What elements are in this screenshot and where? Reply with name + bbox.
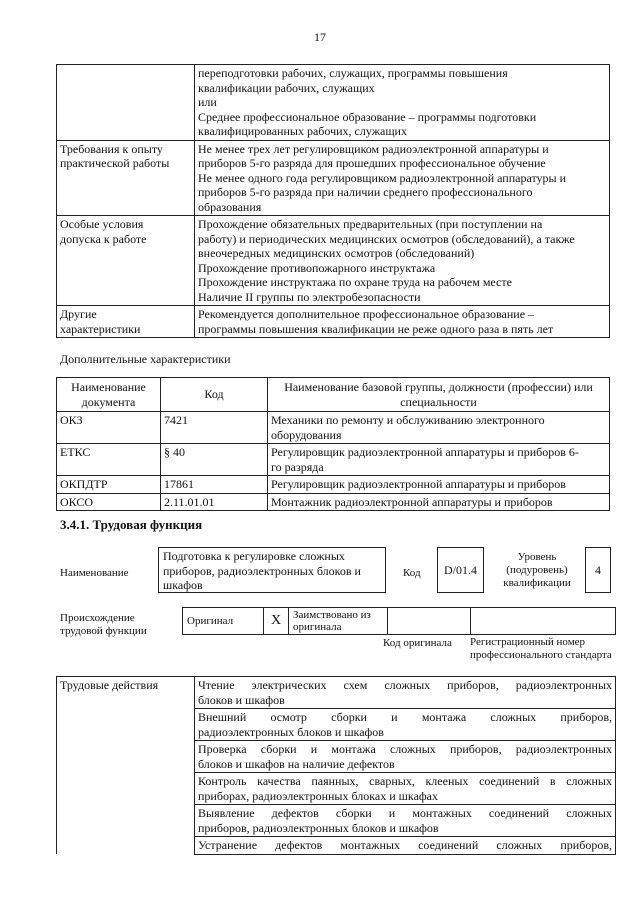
qualification-level-value: 4 [595, 562, 601, 577]
codes-header-name [268, 378, 610, 412]
codes-row [57, 444, 610, 476]
codes-header-row [57, 378, 610, 412]
requirement-value-line: программы повышения квалификации не реже одного раза в пять лет [198, 321, 554, 336]
requirement-label-line: Другие [60, 307, 97, 321]
codes-row [57, 412, 610, 444]
labor-action-line: блоков и шкафов [198, 692, 285, 707]
requirement-value-line: Прохождение инструктажа по охране труда на рабочем месте [198, 275, 512, 289]
requirement-value-line: работу) и периодических медицинских осмотров (обследований), а также [198, 231, 575, 246]
codes-code-cell: 17861 [161, 476, 268, 494]
codes-code-cell: 2.11.01.01 [161, 493, 268, 511]
codes-row [57, 493, 610, 511]
requirement-value [195, 216, 610, 306]
labor-action-line: радиоэлектронных блоков и шкафов [198, 724, 384, 739]
registration-number-label [470, 636, 620, 662]
requirement-value [195, 65, 610, 141]
codes-code-cell: 7421 [161, 412, 268, 444]
codes-document-cell: ОКЗ [57, 412, 161, 444]
qualification-level-label-line: Уровень [517, 551, 557, 563]
labor-action-line: приборах, радиоэлектронных блоках и шкафах [198, 788, 438, 803]
labor-action-line: Внешний осмотр сборки и монтажа сложных приборов, [198, 710, 612, 724]
requirement-value-line: квалифицированных рабочих, служащих [198, 124, 407, 138]
labor-actions-label: Трудовые действия [57, 677, 195, 855]
labor-action-line: Устранение дефектов монтажных соединений сложных приборов, [198, 838, 612, 852]
requirement-value-line: Среднее профессиональное образование – программы подготовки [198, 109, 537, 124]
requirement-label [57, 65, 195, 141]
registration-number-cell [471, 608, 616, 635]
requirement-label-line: практической работы [60, 156, 170, 170]
labor-action-item [195, 805, 616, 837]
origin-label-line: Происхождение [60, 612, 135, 624]
codes-name-cell [268, 476, 610, 494]
borrowed-label [289, 608, 388, 635]
codes-name-cell [268, 493, 610, 511]
labor-action-item [195, 677, 616, 709]
codes-name-line: Регулировщик радиоэлектронной аппаратуры и приборов 6- [271, 445, 579, 459]
requirement-value-line: Рекомендуется дополнительное профессиональное образование – [198, 307, 535, 321]
requirement-label [57, 216, 195, 306]
codes-name-cell [268, 444, 610, 476]
origin-label-line: трудовой функции [60, 625, 147, 637]
function-name-line: приборов, радиоэлектронных блоков и [163, 563, 361, 578]
function-name-box [158, 547, 386, 593]
labor-action-line: Выявление дефектов сборки и монтажных соединений сложных [198, 806, 612, 820]
labor-action-line: Чтение электрических схем сложных приборов, радиоэлектронных [198, 678, 612, 692]
labor-action-line: приборов, радиоэлектронных блоков и шкафов [198, 820, 439, 835]
requirement-value-line: внеочередных медицинских осмотров (обследований) [198, 246, 475, 260]
labor-action-row [57, 677, 616, 709]
requirements-row [57, 216, 610, 306]
qualification-level-label-line: (подуровень) [506, 564, 568, 576]
labor-action-item [195, 837, 616, 855]
requirement-label-line: допуска к работе [60, 231, 147, 246]
function-code-value: D/01.4 [444, 562, 477, 577]
qualification-level-label-line: квалификации [503, 577, 571, 589]
codes-code-cell: § 40 [161, 444, 268, 476]
labor-action-line: Контроль качества паянных, сварных, клееных соединений в сложных [198, 774, 612, 788]
codes-name-line: го разряда [271, 459, 324, 474]
requirement-value [195, 140, 610, 216]
function-name-label: Наименование [60, 567, 129, 579]
requirement-label-line: Требования к опыту [60, 141, 163, 156]
requirement-value-line: или [198, 95, 217, 109]
borrowed-label-line: Заимствовано из [293, 609, 371, 621]
labor-action-item [195, 709, 616, 741]
original-code-cell [388, 608, 471, 635]
borrowed-label-line: оригинала [293, 621, 342, 633]
requirement-value-line: квалификации рабочих, служащих [198, 80, 375, 95]
codes-header-code-line: Код [204, 387, 224, 402]
requirement-value [195, 306, 610, 338]
requirement-value-line: образования [198, 199, 262, 214]
requirement-value-line: Не менее одного года регулировщиком радиоэлектронной аппаратуры и [198, 170, 567, 185]
labor-action-line: блоков и шкафов на наличие дефектов [198, 756, 395, 771]
codes-header-code [161, 378, 268, 412]
original-label: Оригинал [183, 608, 264, 635]
requirement-value-line: Наличие II группы по электробезопасности [198, 289, 421, 304]
codes-name-line: Механики по ремонту и обслуживанию электронного [271, 413, 545, 427]
requirement-value-line: приборов 5-го разряда при наличии среднего профессионального [198, 185, 533, 199]
labor-function-heading: 3.4.1. Трудовая функция [60, 517, 203, 532]
original-mark: X [264, 608, 289, 635]
origin-row [183, 608, 616, 635]
requirement-value-line: Не менее трех лет регулировщиком радиоэлектронной аппаратуры и [198, 141, 549, 156]
requirement-value-line: приборов 5-го разряда для прошедших профессиональное обучение [198, 156, 546, 170]
requirement-value-line: переподготовки рабочих, служащих, программы повышения [198, 66, 508, 80]
codes-header-name-line: специальности [400, 394, 477, 409]
original-code-label: Код оригинала [383, 637, 452, 649]
requirement-label-line: характеристики [60, 321, 141, 336]
function-name-line: Подготовка к регулировке сложных [163, 549, 345, 563]
codes-document-cell: ОКПДТР [57, 476, 161, 494]
qualification-level-box [585, 547, 611, 593]
codes-name-line: Монтажник радиоэлектронной аппаратуры и приборов [271, 494, 553, 509]
requirements-row [57, 65, 610, 141]
codes-header-document-line: Наименование [71, 380, 146, 394]
labor-action-item [195, 773, 616, 805]
function-code-box [437, 547, 484, 593]
labor-actions-table [56, 676, 616, 855]
codes-table [56, 377, 610, 511]
page-number: 17 [314, 30, 326, 44]
requirement-label [57, 140, 195, 216]
codes-name-line: Регулировщик радиоэлектронной аппаратуры и приборов [271, 477, 566, 491]
codes-header-document [57, 378, 161, 412]
registration-number-label-line: Регистрационный номер [470, 636, 586, 648]
labor-action-line: Проверка сборки и монтажа сложных приборов, радиоэлектронных [198, 742, 612, 756]
origin-label [60, 612, 147, 638]
labor-action-item [195, 741, 616, 773]
requirement-value-line: Прохождение противопожарного инструктажа [198, 260, 436, 275]
codes-header-name-line: Наименование базовой группы, должности (профессии) или [284, 380, 593, 394]
requirements-row [57, 140, 610, 216]
requirement-label [57, 306, 195, 338]
codes-name-cell [268, 412, 610, 444]
codes-header-document-line: документа [81, 394, 136, 409]
function-code-label: Код [403, 567, 421, 579]
codes-name-line: оборудования [271, 427, 342, 442]
additional-characteristics-caption: Дополнительные характеристики [60, 352, 231, 366]
codes-document-cell: ОКСО [57, 493, 161, 511]
requirements-table [56, 64, 610, 338]
origin-table [182, 607, 616, 635]
requirement-value-line: Прохождение обязательных предварительных (при поступлении на [198, 217, 543, 231]
codes-row [57, 476, 610, 494]
function-name-line: шкафов [163, 578, 203, 592]
qualification-level-label [496, 551, 578, 590]
requirements-row [57, 306, 610, 338]
codes-document-cell: ЕТКС [57, 444, 161, 476]
registration-number-label-line: профессионального стандарта [470, 649, 612, 661]
requirement-label-line: Особые условия [60, 217, 144, 231]
